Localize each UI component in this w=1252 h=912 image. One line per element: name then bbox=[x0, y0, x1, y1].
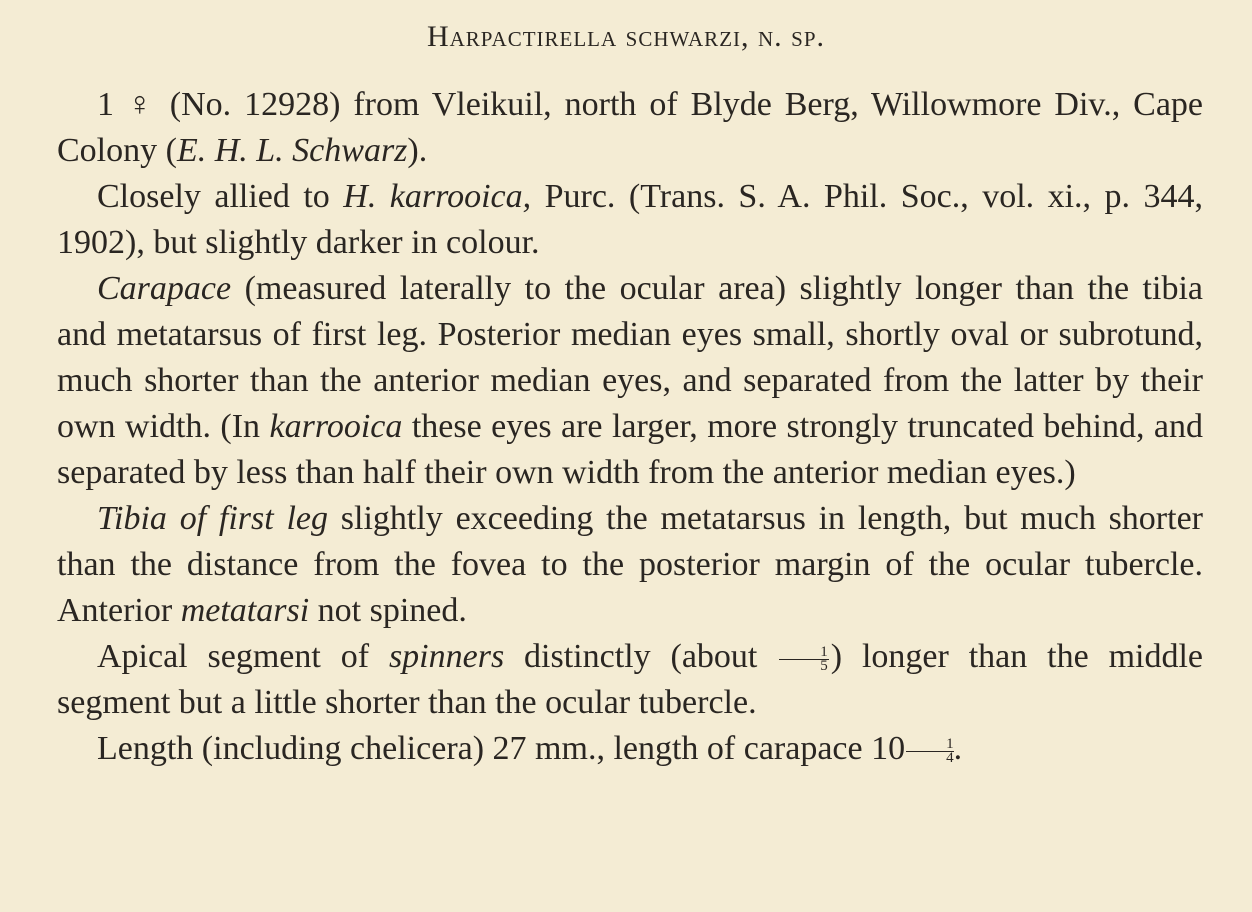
carapace-paragraph bbox=[57, 266, 1203, 496]
term-tibia: Tibia of first leg bbox=[97, 500, 329, 537]
species-name: karrooica bbox=[269, 408, 403, 445]
fraction bbox=[906, 735, 954, 766]
fraction-numerator: 1 bbox=[779, 646, 829, 660]
fraction-denominator: 5 bbox=[820, 657, 828, 674]
text-run: distinctly (about bbox=[504, 638, 778, 675]
affinity-paragraph bbox=[57, 174, 1203, 266]
collector-name: E. H. L. Schwarz bbox=[176, 132, 408, 169]
text-run: Purc. (Trans. S. A. Phil. Soc., vol. xi., p. 344, 1902), but slightly darker in colour. bbox=[57, 178, 1203, 261]
text-run: . bbox=[953, 730, 963, 767]
spinners-paragraph bbox=[57, 634, 1203, 726]
term-metatarsi: metatarsi bbox=[180, 592, 310, 629]
term-carapace: Carapace bbox=[97, 270, 232, 307]
tibia-paragraph bbox=[57, 496, 1203, 634]
text-run: Closely allied to bbox=[97, 178, 344, 215]
length-paragraph bbox=[57, 726, 1203, 772]
species-heading: Harpactirella schwarzi, n. sp. bbox=[426, 20, 826, 53]
fraction-denominator: 4 bbox=[946, 749, 954, 766]
text-run: these eyes are larger, more strongly truncated behind, and separated by less than half their own width from the anterior median eyes.) bbox=[57, 408, 1203, 491]
text-run: Apical segment of bbox=[97, 638, 389, 675]
text-run: ) longer than the middle segment but a little shorter than the ocular tubercle. bbox=[57, 638, 1204, 721]
text-run: ). bbox=[407, 132, 428, 169]
term-spinners: spinners bbox=[388, 638, 505, 675]
fraction bbox=[779, 643, 829, 674]
description-body bbox=[57, 82, 1203, 772]
text-run: slightly exceeding the metatarsus in length, but much shorter than the distance from the fovea to the posterior margin of the ocular tubercle. Anterior bbox=[57, 500, 1203, 629]
text-run: 1 ♀ (No. 12928) from Vleikuil, north of Blyde Berg, Willowmore Div., Cape Colony ( bbox=[57, 86, 1203, 169]
species-name: H. karrooica, bbox=[343, 178, 532, 215]
text-run: Length (including chelicera) 27 mm., length of carapace 10 bbox=[97, 730, 906, 767]
fraction-numerator: 1 bbox=[906, 738, 954, 752]
text-run: (measured laterally to the ocular area) slightly longer than the tibia and metatarsus of first leg. Posterior median eyes small, shortly oval or subrotund, much shorter than the anterior median eyes, and separated from the latter by their own width. (In bbox=[57, 270, 1203, 445]
specimen-paragraph bbox=[57, 82, 1203, 174]
text-run: not spined. bbox=[309, 592, 467, 629]
